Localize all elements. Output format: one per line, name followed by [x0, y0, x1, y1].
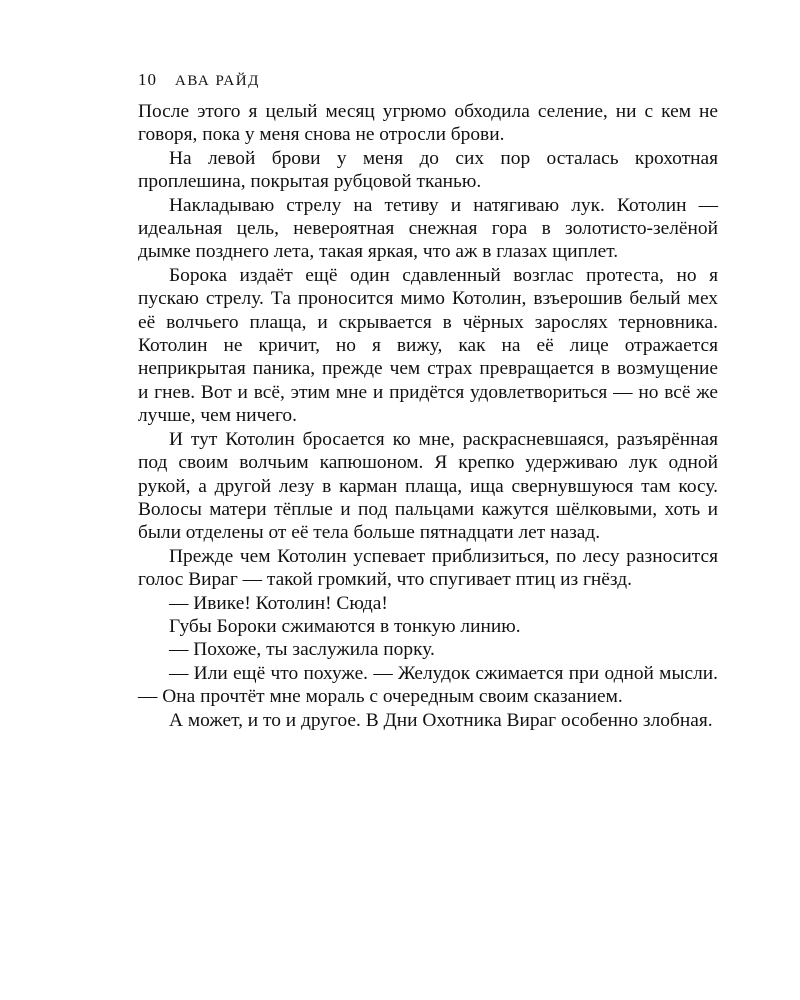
paragraph: А может, и то и другое. В Дни Охотника Вираг особенно злобная. — [169, 709, 713, 731]
paragraph: На левой брови у меня до сих пор осталась крохотная проплешина, покрытая рубцовой тканью. — [138, 147, 718, 193]
body-text — [138, 100, 718, 732]
running-head — [138, 70, 718, 100]
paragraph: После этого я целый месяц угрюмо обходила селение, ни с кем не говоря, пока у меня снова не отросли брови. — [138, 101, 718, 146]
paragraph: И тут Котолин бросается ко мне, раскрасневшаяся, разъярённая под своим волчьим капюшоном. Я крепко удерживаю лук одной рукой, а другой лезу в карман плаща, ища свернувшуюся там косу. Волосы матери тёплые и под пальцами кажутся шёлковыми, хоть и были отделены от её тела больше пятнадцати лет назад. — [138, 428, 718, 544]
book-page — [138, 70, 718, 732]
paragraph: Накладываю стрелу на тетиву и натягиваю лук. Котолин — идеальная цель, невероятная снежная гора в золотисто-зелёной дымке позднего лета, такая яркая, что аж в глазах щиплет. — [138, 194, 718, 263]
author-name: АВА РАЙД — [175, 73, 260, 89]
paragraph: Губы Бороки сжимаются в тонкую линию. — [169, 615, 521, 637]
dialogue-line: — Похоже, ты заслужила порку. — [169, 639, 435, 661]
dialogue-line: — Ивике! Котолин! Сюда! — [169, 592, 388, 614]
paragraph: Борока издаёт ещё один сдавленный возглас протеста, но я пускаю стрелу. Та проносится мимо Котолин, взъерошив белый мех её волчьего плаща, и скрывается в чёрных зарослях терновника. Котолин не кричит, но я вижу, как на её лице отражается неприкрытая паника, прежде чем страх превращается в возмущение и гнев. Вот и всё, этим мне и придётся удовлетвориться — но всё же лучше, чем ничего. — [138, 264, 718, 427]
page-number: 10 — [138, 70, 157, 89]
paragraph: Прежде чем Котолин успевает приблизиться, по лесу разносится голос Вираг — такой громкий, что спугивает птиц из гнёзд. — [138, 545, 718, 591]
dialogue-line: — Или ещё что похуже. — Желудок сжимается при одной мысли. — Она прочтёт мне мораль с очередным своим сказанием. — [138, 662, 718, 708]
